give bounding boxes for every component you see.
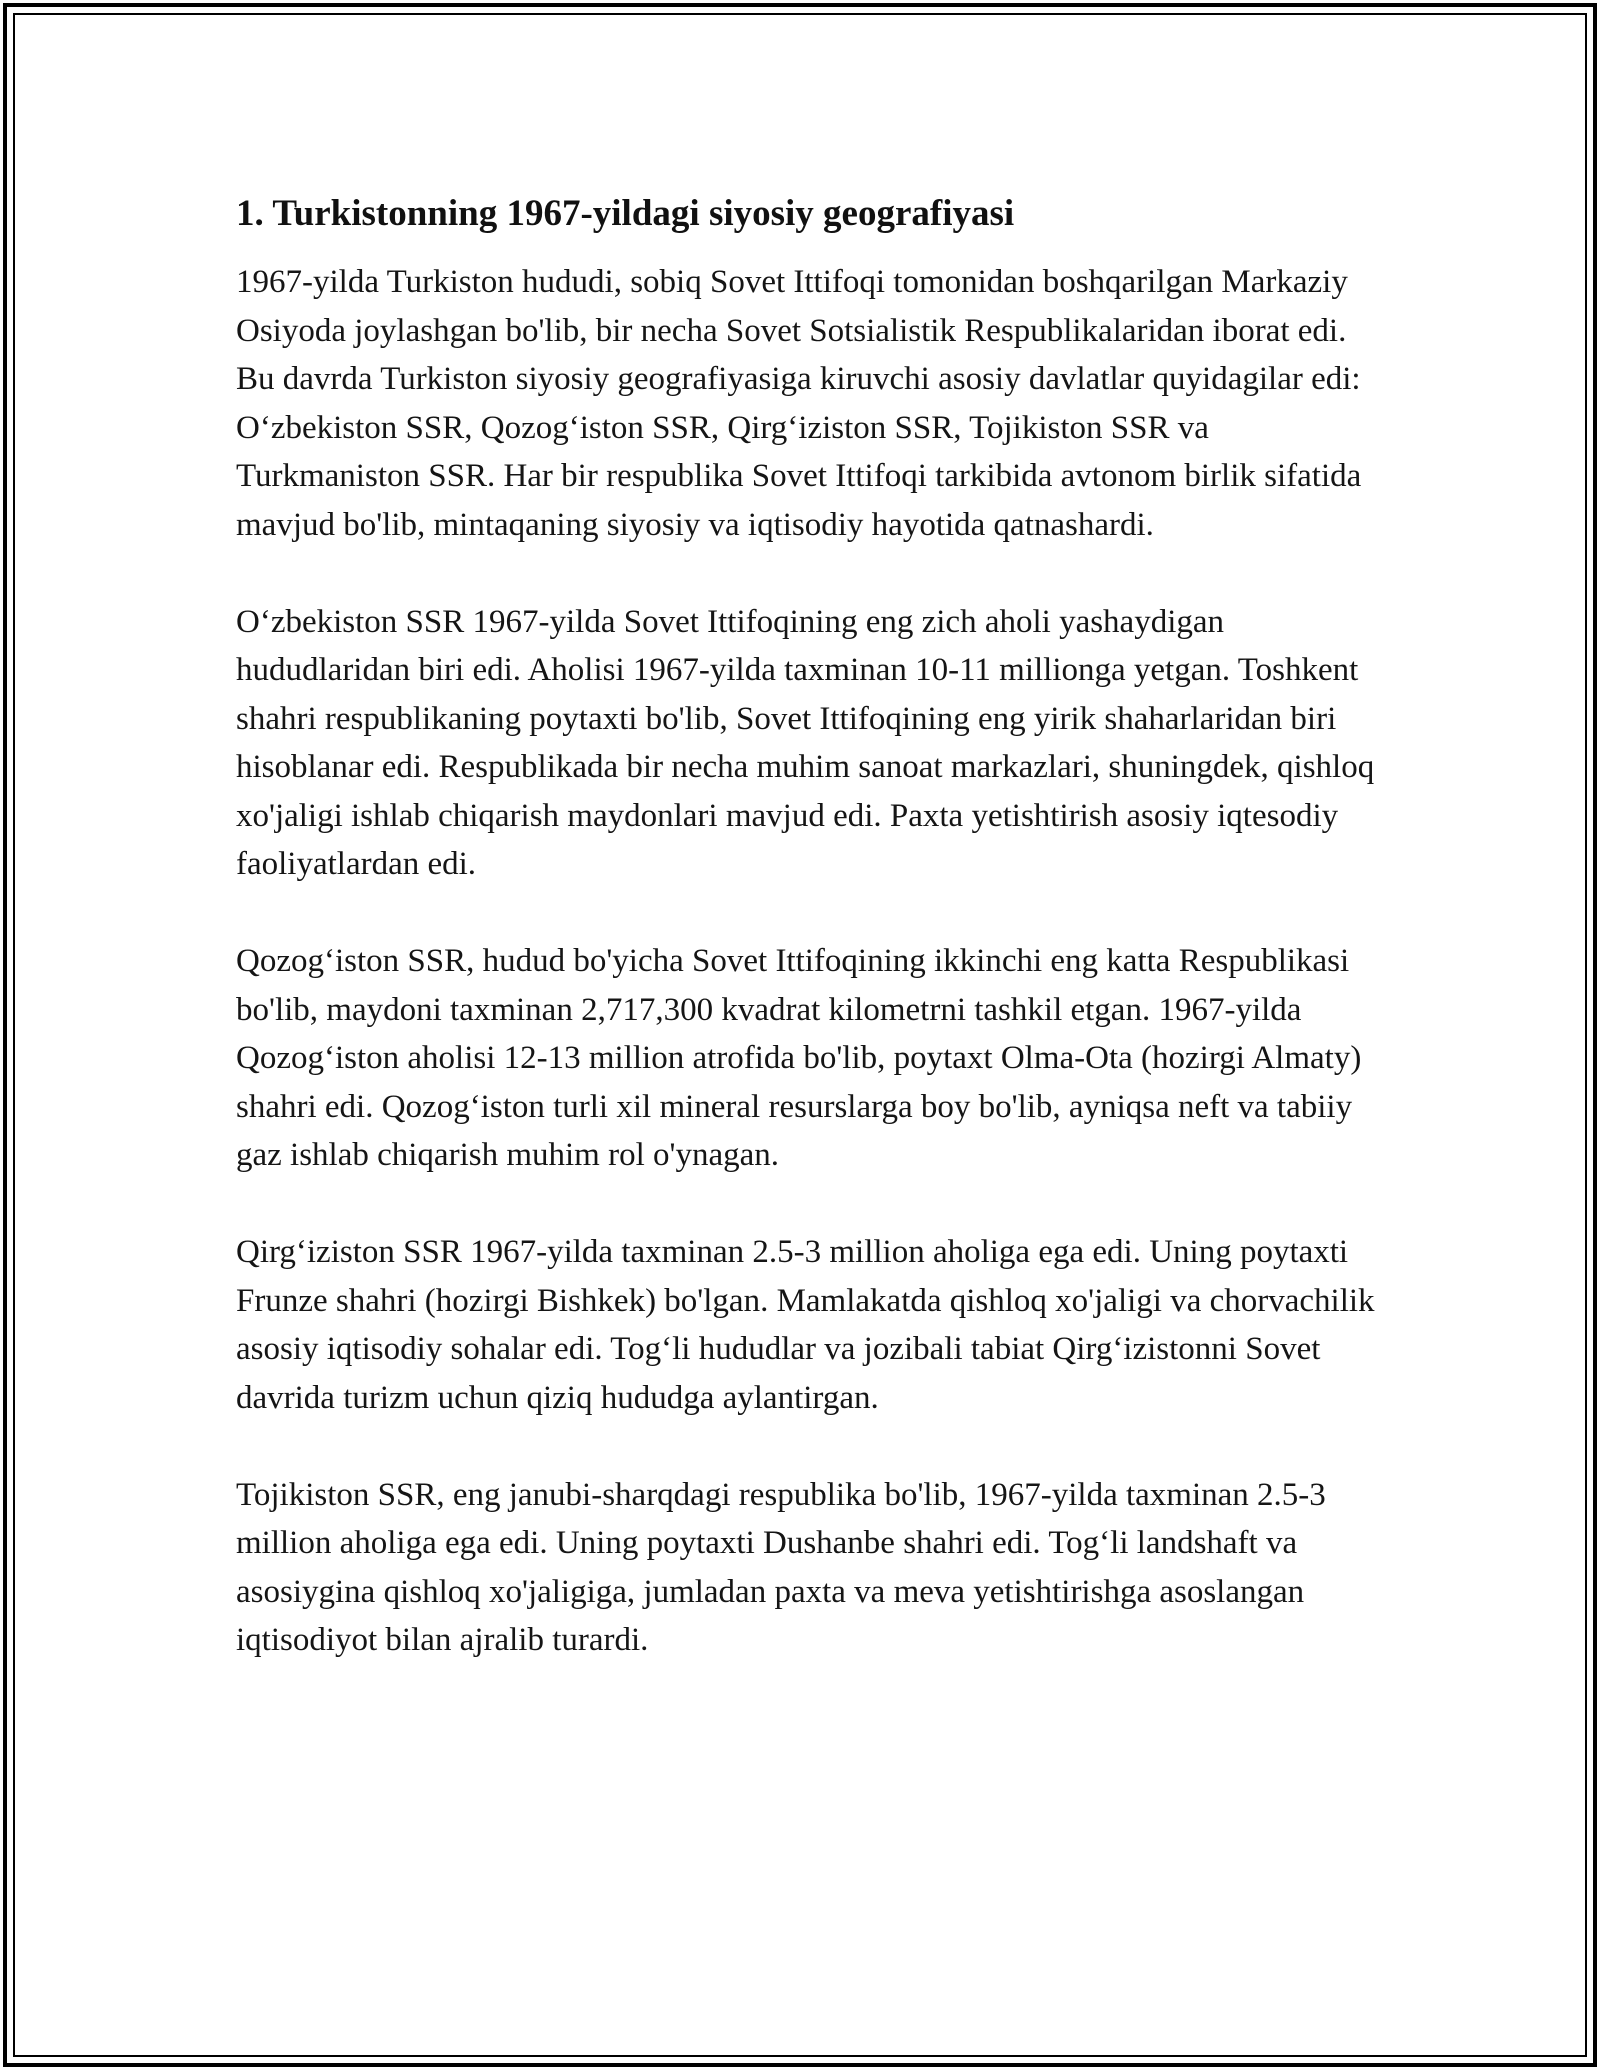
document-body (236, 188, 1386, 1665)
section-title: 1. Turkistonning 1967-yildagi siyosiy geografiyasi (236, 193, 1015, 234)
paragraph-intro: 1967-yilda Turkiston hududi, sobiq Sovet Ittifoqi tomonidan boshqarilgan Markaziy Osiyoda joylashgan bo'lib, bir necha Sovet Sotsialistik Respublikalaridan iborat edi. Bu davrda Turkiston siyosiy geografiyasiga kiruvchi asosiy davlatlar quyidagilar edi: O‘zbekiston SSR, Qozog‘iston SSR, Qirg‘iziston SSR, Tojikiston SSR va Turkmaniston SSR. Har bir respublika Sovet Ittifoqi tarkibida avtonom birlik sifatida mavjud bo'lib, mintaqaning siyosiy va iqtisodiy hayotida qatnashardi. (236, 264, 1362, 543)
paragraph-uzbekistan: O‘zbekiston SSR 1967-yilda Sovet Ittifoqining eng zich aholi yashaydigan hududlaridan biri edi. Aholisi 1967-yilda taxminan 10-11 millionga yetgan. Toshkent shahri respublikaning poytaxti bo'lib, Sovet Ittifoqining eng yirik shaharlaridan biri hisoblanar edi. Respublikada bir necha muhim sanoat markazlari, shuningdek, qishloq xo'jaligi ishlab chiqarish maydonlari mavjud edi. Paxta yetishtirish asosiy iqtesodiy faoliyatlardan edi. (236, 603, 1375, 882)
paragraph-tajikistan: Tojikiston SSR, eng janubi-sharqdagi respublika bo'lib, 1967-yilda taxminan 2.5-3 million aholiga ega edi. Uning poytaxti Dushanbe shahri edi. Tog‘li landshaft va asosiygina qishloq xo'jaligiga, jumladan paxta va meva yetishtirishga asoslangan iqtisodiyot bilan ajralib turardi. (236, 1476, 1326, 1658)
paragraph-kazakhstan: Qozog‘iston SSR, hudud bo'yicha Sovet Ittifoqining ikkinchi eng katta Respublikasi bo'lib, maydoni taxminan 2,717,300 kvadrat kilometrni tashkil etgan. 1967-yilda Qozog‘iston aholisi 12-13 million atrofida bo'lib, poytaxt Olma-Ota (hozirgi Almaty) shahri edi. Qozog‘iston turli xil mineral resurslarga boy bo'lib, ayniqsa neft va tabiiy gaz ishlab chiqarish muhim rol o'ynagan. (236, 943, 1362, 1173)
paragraph-kyrgyzstan: Qirg‘iziston SSR 1967-yilda taxminan 2.5-3 million aholiga ega edi. Uning poytaxti Frunze shahri (hozirgi Bishkek) bo'lgan. Mamlakatda qishloq xo'jaligi va chorvachilik asosiy iqtisodiy sohalar edi. Tog‘li hududlar va jozibali tabiat Qirg‘izistonni Sovet davrida turizm uchun qiziq hududga aylantirgan. (236, 1234, 1375, 1416)
